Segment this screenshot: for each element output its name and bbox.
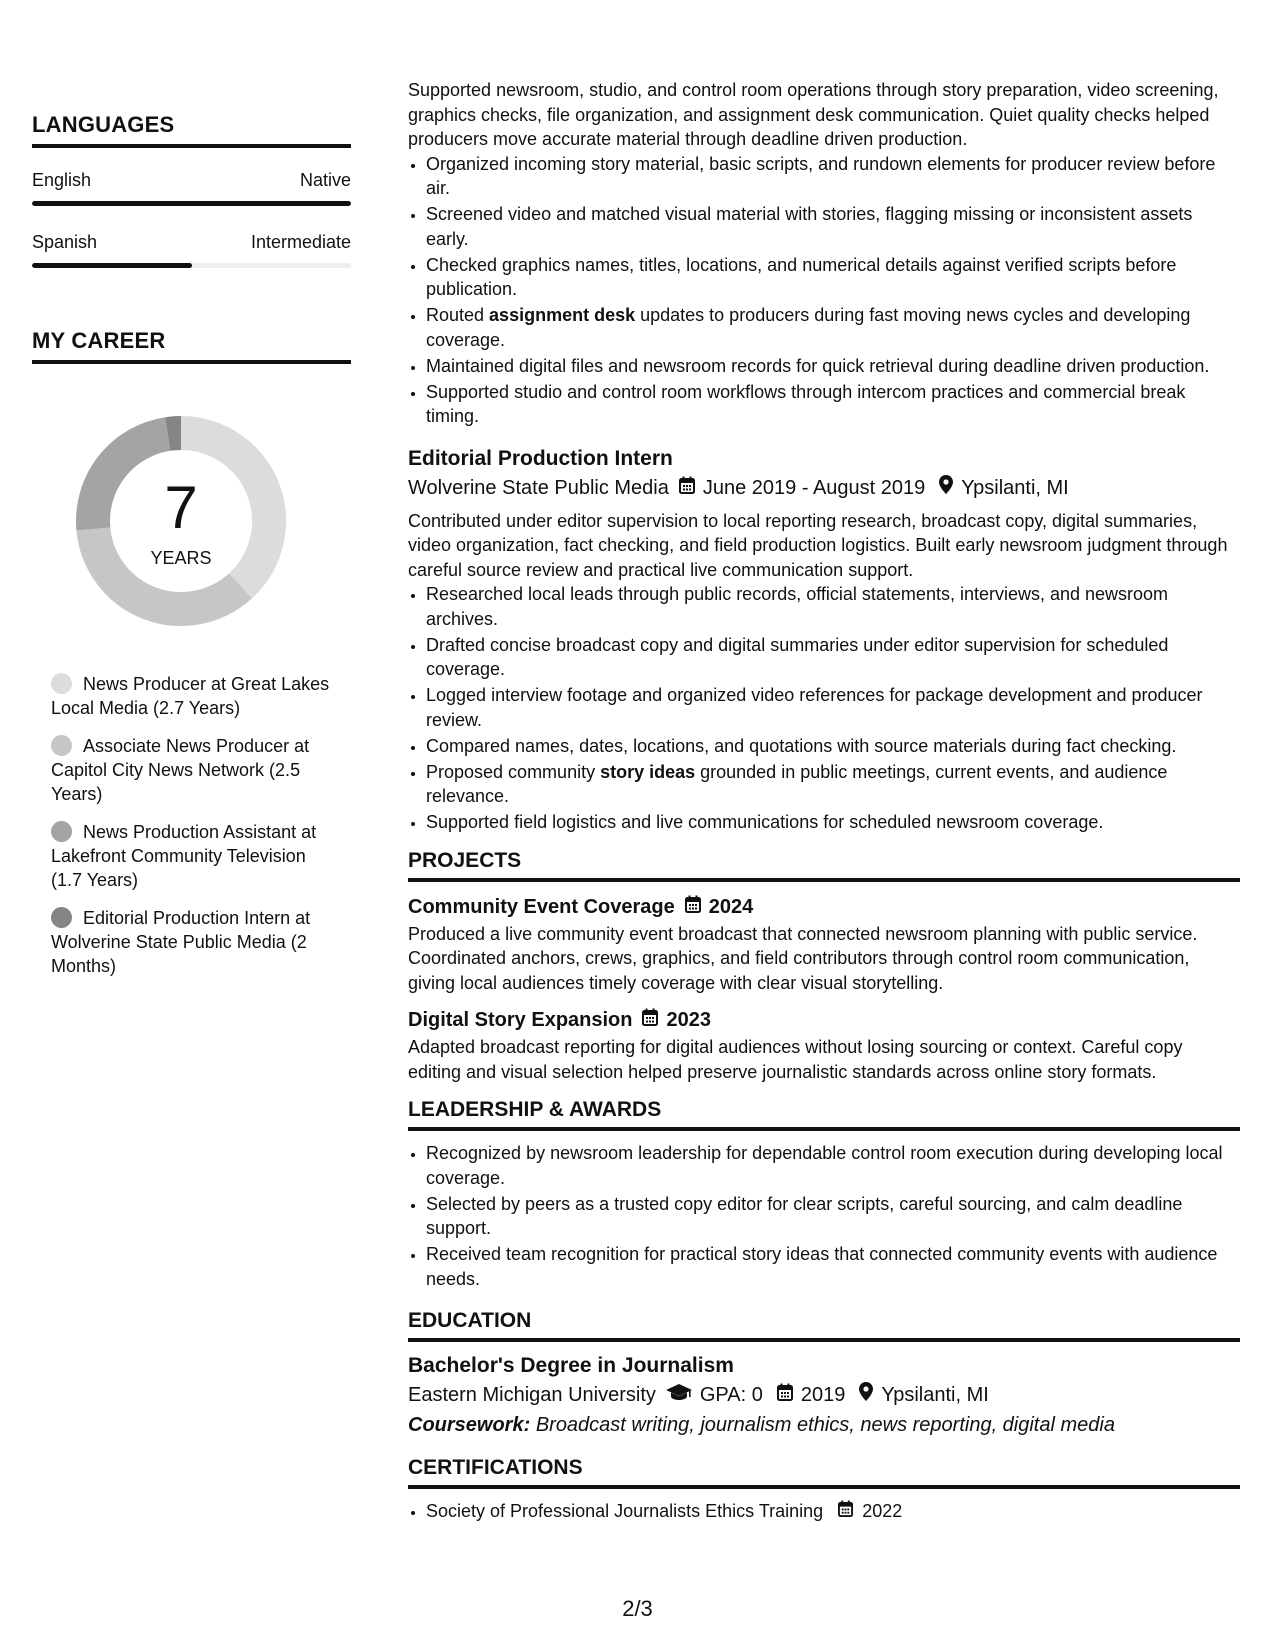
school-location: Ypsilanti, MI: [881, 1384, 989, 1406]
job-bullet: • Logged interview footage and organized video references for package development and producer review.: [426, 683, 1240, 732]
project-entry: [408, 1005, 1240, 1084]
certification-item: [426, 1499, 1240, 1524]
career-legend-label: News Producer at Great Lakes Local Media (2.7 Years): [51, 674, 330, 718]
legend-dot-icon: [51, 821, 72, 842]
language-proficiency-bar: [32, 201, 351, 206]
main-column: [408, 78, 1240, 1525]
coursework-list: Broadcast writing, journalism ethics, news reporting, digital media: [535, 1414, 1115, 1436]
career-legend-item: [51, 672, 341, 720]
school-name: Eastern Michigan University: [408, 1384, 656, 1406]
career-heading: MY CAREER: [32, 328, 351, 364]
degree-title: Bachelor's Degree in Journalism: [408, 1354, 734, 1377]
career-section: [32, 328, 351, 978]
certification-year: 2022: [862, 1501, 903, 1521]
project-year: 2024: [708, 895, 754, 918]
job-summary: Supported newsroom, studio, and control room operations through story preparation, video screening, graphics checks, file organization, and assignment desk communication. Quiet quality checks helped producers move accurate material through deadline driven production.: [408, 80, 1219, 149]
certification-name: Society of Professional Journalists Ethics Training: [426, 1501, 824, 1521]
award-item: • Received team recognition for practical story ideas that connected community events with audience needs.: [426, 1242, 1240, 1291]
job-bullet: • Drafted concise broadcast copy and digital summaries under editor supervision for scheduled coverage.: [426, 633, 1240, 682]
legend-dot-icon: [51, 673, 72, 694]
map-pin-icon: [859, 1380, 873, 1410]
awards-list: [408, 1141, 1240, 1291]
job-bullet-list: [408, 582, 1240, 835]
job-bullet: • Supported studio and control room workflows through intercom practices and commercial break timing.: [426, 380, 1240, 429]
sidebar: [32, 112, 351, 992]
calendar-icon: [679, 473, 695, 503]
certifications-list: [408, 1499, 1240, 1524]
graduation-cap-icon: [666, 1380, 692, 1410]
job-bullet: • Routed assignment desk updates to producers during fast moving news cycles and developing coverage.: [426, 303, 1240, 352]
language-name: English: [32, 170, 92, 190]
calendar-icon: [642, 1005, 658, 1035]
project-year: 2023: [666, 1009, 711, 1031]
award-item: • Selected by peers as a trusted copy editor for clear scripts, careful sourcing, and calm deadline support.: [426, 1192, 1240, 1241]
project-entry: [408, 892, 1240, 996]
job-bullet: • Supported field logistics and live communications for scheduled newsroom coverage.: [426, 810, 1240, 835]
career-years-label: YEARS: [150, 548, 212, 568]
coursework-label: Coursework:: [408, 1414, 531, 1436]
language-item: [32, 232, 351, 268]
certifications-heading: CERTIFICATIONS: [408, 1456, 1240, 1489]
job-company: Wolverine State Public Media: [408, 476, 669, 499]
job-bullet: • Researched local leads through public records, official statements, interviews, and newsroom archives.: [426, 582, 1240, 631]
projects-heading: PROJECTS: [408, 849, 1240, 882]
career-legend-label: Associate News Producer at Capitol City News Network (2.5 Years): [51, 736, 310, 804]
career-legend-item: [51, 906, 341, 978]
career-legend-item: [51, 734, 341, 806]
legend-dot-icon: [51, 907, 72, 928]
career-legend: [32, 672, 341, 978]
job-bullet: • Compared names, dates, locations, and quotations with source materials during fact checking.: [426, 734, 1240, 759]
calendar-icon: [777, 1380, 793, 1410]
language-proficiency-fill: [32, 263, 192, 268]
project-title: Digital Story Expansion: [408, 1009, 633, 1031]
job-meta: [408, 473, 1240, 503]
language-item: [32, 170, 351, 206]
bold-keyword: story ideas: [600, 761, 696, 782]
job-bullet-list: [408, 152, 1240, 429]
career-legend-label: News Production Assistant at Lakefront Community Television (1.7 Years): [51, 822, 317, 890]
calendar-icon: [685, 892, 701, 922]
job-entry: [408, 445, 1240, 835]
project-title: Community Event Coverage: [408, 895, 675, 918]
job-bullet: • Organized incoming story material, basic scripts, and rundown elements for producer review before air.: [426, 152, 1240, 201]
bold-keyword: assignment desk: [489, 305, 636, 325]
job-bullet: • Proposed community story ideas grounded in public meetings, current events, and audience relevance.: [426, 760, 1240, 809]
languages-list: [32, 170, 351, 268]
page-number: 2/3: [622, 1596, 653, 1621]
languages-heading: LANGUAGES: [32, 112, 351, 148]
language-level: Intermediate: [250, 232, 351, 252]
job-summary: Contributed under editor supervision to local reporting research, broadcast copy, digital summaries, video organization, fact checking, and field production logistics. Built early newsroom judgment through careful source review and practical live communication support.: [408, 510, 1228, 580]
career-donut-chart: [66, 406, 296, 636]
project-description: Produced a live community event broadcast that connected newsroom planning with public service. Coordinated anchors, crews, graphics, and field contributors through control room communication, giving local audiences timely coverage with clear visual storytelling.: [408, 923, 1198, 993]
education-entry: [408, 1352, 1240, 1440]
job-bullet: • Screened video and matched visual material with stories, flagging missing or inconsistent assets early.: [426, 202, 1240, 251]
job-location: Ypsilanti, MI: [961, 476, 1069, 499]
coursework: [408, 1410, 1240, 1440]
language-proficiency-fill: [32, 201, 351, 206]
map-pin-icon: [939, 473, 953, 503]
award-item: • Recognized by newsroom leadership for dependable control room execution during developing local coverage.: [426, 1141, 1240, 1190]
gpa: GPA: 0: [699, 1384, 763, 1406]
job-dates: June 2019 - August 2019: [702, 476, 926, 499]
project-description: Adapted broadcast reporting for digital audiences without losing sourcing or context. Careful copy editing and visual selection helped preserve journalistic standards across online story formats.: [408, 1037, 1183, 1082]
job-title: Editorial Production Intern: [408, 446, 673, 470]
career-legend-label: Editorial Production Intern at Wolverine State Public Media (2 Months): [51, 908, 311, 976]
education-heading: EDUCATION: [408, 1309, 1240, 1342]
language-name: Spanish: [32, 232, 98, 252]
legend-dot-icon: [51, 735, 72, 756]
language-level: Native: [299, 170, 351, 190]
career-total-years: 7: [164, 474, 198, 541]
education-meta: [408, 1380, 1240, 1410]
job-bullet: • Checked graphics names, titles, locations, and numerical details against verified scripts before publication.: [426, 253, 1240, 302]
career-legend-item: [51, 820, 341, 892]
graduation-year: 2019: [800, 1384, 846, 1406]
language-proficiency-bar: [32, 263, 351, 268]
calendar-icon: [838, 1499, 853, 1524]
job-bullet: • Maintained digital files and newsroom records for quick retrieval during deadline driven production.: [426, 354, 1240, 379]
awards-heading: LEADERSHIP & AWARDS: [408, 1098, 1240, 1131]
